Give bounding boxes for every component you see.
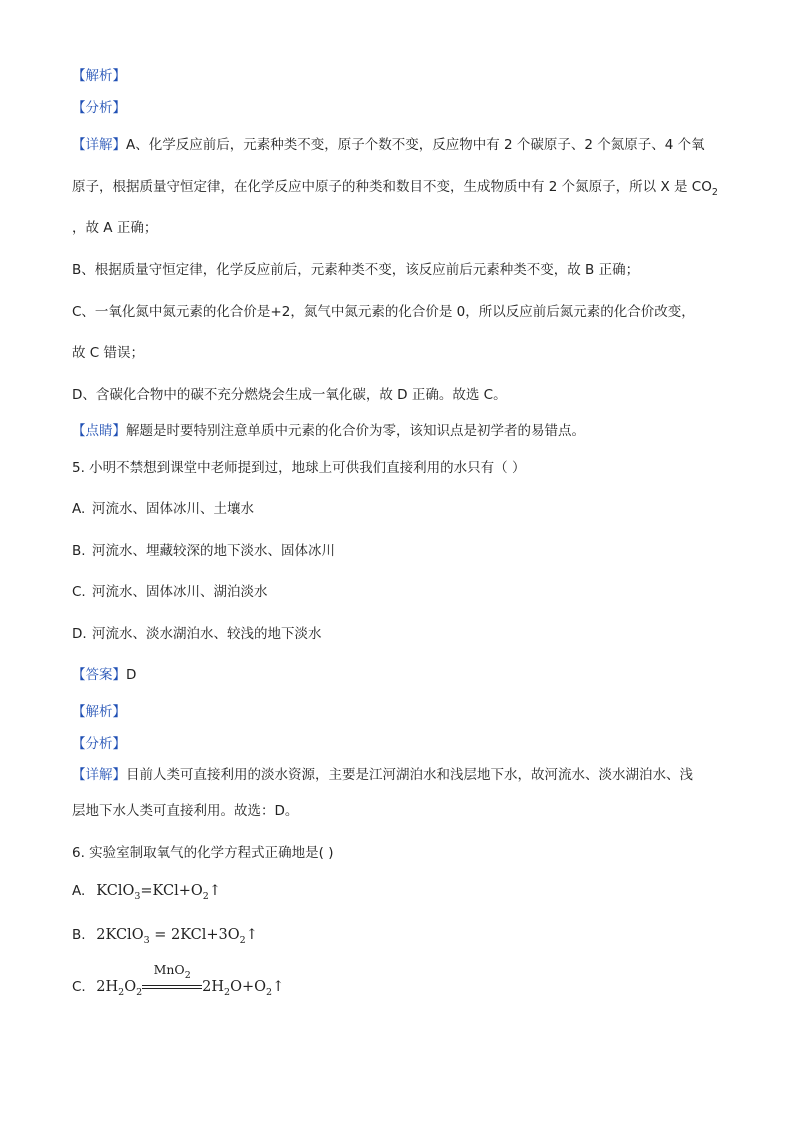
equals-bar <box>142 985 202 989</box>
eq-a-sub-2: 2 <box>202 891 209 902</box>
detail-line-3: ，故 A 正确； <box>72 220 158 236</box>
eq-c-sub-4: 2 <box>266 987 273 998</box>
q5-option-d <box>72 624 322 644</box>
eq-c-sub-3: 2 <box>224 987 231 998</box>
q5-answer-line <box>72 665 136 685</box>
detail-line-1 <box>72 135 705 155</box>
catalyst-sub: 2 <box>184 970 191 981</box>
eq-b-arrow: ↑ <box>245 927 258 943</box>
eq-a-part-2: =KCl+O <box>140 883 203 899</box>
tag-fenxi: 【分析】 <box>72 100 126 116</box>
catalyst-formula: MnO <box>153 962 185 977</box>
eq-c-part-3: 2H <box>202 979 225 995</box>
tag-dianjing: 【点睛】 <box>72 423 126 439</box>
q5-tag-detail: 【详解】 <box>72 767 126 783</box>
q5-option-d-text: 河流水、淡水湖泊水、较浅的地下淡水 <box>92 626 322 642</box>
q5-option-d-label: D. <box>72 626 87 642</box>
q5-stem: 5. 小明不禁想到课堂中老师提到过，地球上可供我们直接利用的水只有（ ） <box>72 460 526 476</box>
eq-b-part-2: = 2KCl+3O <box>149 927 240 943</box>
q6-option-c <box>72 962 285 999</box>
eq-c-part-4: O+O <box>230 979 267 995</box>
catalyst-label <box>142 960 202 982</box>
q5-tag-jiexi: 【解析】 <box>72 704 126 720</box>
eq-b-sub-1: 3 <box>143 935 150 946</box>
q5-option-b-text: 河流水、埋藏较深的地下淡水、固体冰川 <box>92 543 335 559</box>
q5-option-c-text: 河流水、固体冰川、湖泊淡水 <box>92 584 268 600</box>
q5-detail-line-1 <box>72 765 693 785</box>
eq-c-arrow: ↑ <box>272 979 285 995</box>
eq-a-arrow: ↑ <box>208 883 221 899</box>
q5-detail-line-2: 层地下水人类可直接利用。故选：D。 <box>72 803 299 819</box>
q6-option-a <box>72 881 221 903</box>
q6-stem: 6. 实验室制取氧气的化学方程式正确地是( ) <box>72 845 334 861</box>
tag-jiexi: 【解析】 <box>72 68 126 84</box>
q5-detail-text-1: 目前人类可直接利用的淡水资源，主要是江河湖泊水和浅层地下水，故河流水、淡水湖泊水、浅 <box>126 767 693 783</box>
q6-option-b-label: B. <box>72 927 86 943</box>
eq-a-sub-1: 3 <box>134 891 141 902</box>
q6-option-b <box>72 925 258 947</box>
c-analysis-line-2: 故 C 错误； <box>72 345 145 361</box>
co2-subscript: 2 <box>711 187 718 198</box>
eq-c-part-1: 2H <box>96 979 119 995</box>
detail-text-1: A、化学反应前后，元素种类不变，原子个数不变，反应物中有 2 个碳原子、2 个氮原子、4 个氧 <box>126 137 705 153</box>
q5-tag-fenxi: 【分析】 <box>72 736 126 752</box>
b-analysis-line: B、根据质量守恒定律，化学反应前后，元素种类不变，该反应前后元素种类不变，故 B 正确； <box>72 262 640 278</box>
q6-option-c-label: C. <box>72 979 86 995</box>
eq-c-part-2: O <box>124 979 137 995</box>
q6-option-c-equation <box>96 962 285 998</box>
q5-answer: D <box>126 667 137 683</box>
q5-option-c-label: C. <box>72 584 86 600</box>
dianjing-line <box>72 421 585 441</box>
eq-c-sub-2: 2 <box>136 987 143 998</box>
tag-answer: 【答案】 <box>72 667 126 683</box>
q6-option-a-label: A. <box>72 883 86 899</box>
c-analysis-line-1: C、一氧化氮中氮元素的化合价是+2，氮气中氮元素的化合价是 0，所以反应前后氮元素的化合价改变， <box>72 304 695 320</box>
q5-option-a-text: 河流水、固体冰川、土壤水 <box>92 501 254 517</box>
eq-b-sub-2: 2 <box>239 935 246 946</box>
q5-option-a-label: A. <box>72 501 86 517</box>
q6-option-a-equation <box>96 883 221 902</box>
eq-b-part-1: 2KClO <box>96 927 144 943</box>
q5-option-b-label: B. <box>72 543 86 559</box>
q5-option-a <box>72 499 254 519</box>
q5-option-b <box>72 541 335 561</box>
q5-option-c <box>72 582 268 602</box>
q6-option-b-equation <box>96 927 258 946</box>
eq-c-sub-1: 2 <box>118 987 125 998</box>
dianjing-text: 解题是时要特别注意单质中元素的化合价为零，该知识点是初学者的易错点。 <box>126 423 585 439</box>
tag-detail: 【详解】 <box>72 137 126 153</box>
catalyst-condition <box>142 962 202 997</box>
d-analysis-line: D、含碳化合物中的碳不充分燃烧会生成一氧化碳，故 D 正确。故选 C。 <box>72 387 507 403</box>
eq-a-part-1: KClO <box>96 883 135 899</box>
detail-line-2 <box>72 177 718 199</box>
detail-text-2: 原子，根据质量守恒定律，在化学反应中原子的种类和数目不变，生成物质中有 2 个氮原子，所以 X 是 CO <box>72 179 712 195</box>
